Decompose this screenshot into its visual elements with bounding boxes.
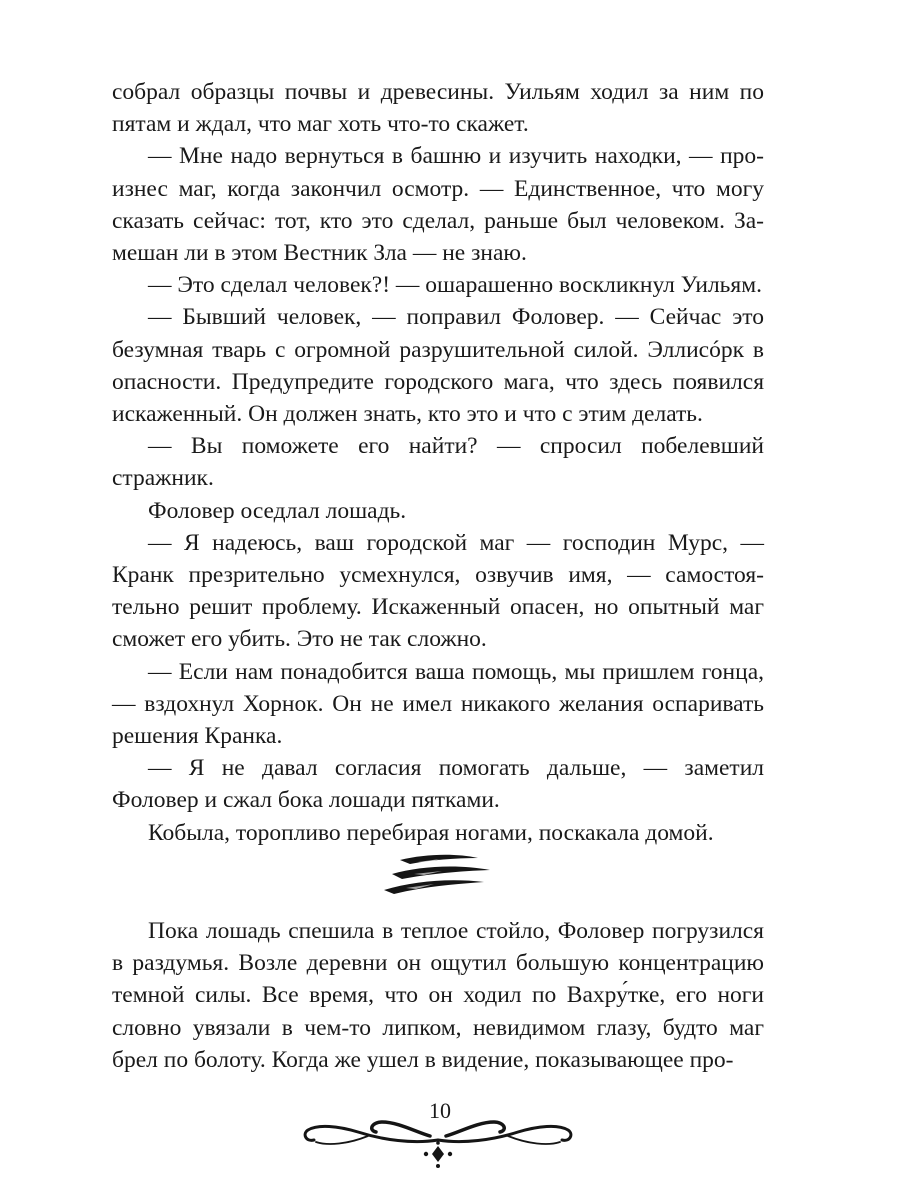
paragraph: Пока лошадь спешила в теплое стойло, Фоловер погрузился в раздумья. Возле деревни он ощутил большую концентрацию темной силы. Все время, что он ходил по Вахру́тке, его ноги словно увязали в чем-то липком, невидимом глазу, будто маг брел по болоту. Когда же ушел в видение, показывающее про- xyxy=(112,918,764,1073)
paragraph: Фоловер оседлал лошадь. xyxy=(148,497,407,524)
paragraph: — Это сделал человек?! — ошарашенно воскликнул Уильям. xyxy=(148,272,762,299)
paragraph: — Мне надо вернуться в башню и изучить находки, — произнес маг, когда закончил осмотр. — Единственное, что могу сказать сейчас: тот, кто это сделал, раньше был человеком. Замешан ли в этом Вестник Зла — не знаю. xyxy=(112,143,764,267)
paragraph: — Бывший человек, — поправил Фоловер. — Сейчас это безумная тварь с огромной разрушительной силой. Эллисóрк в опасности. Предупредите городского мага, что здесь появился искаженный. Он должен знать, кто это и что с этим делать. xyxy=(112,304,764,428)
page-number: 10 xyxy=(429,1098,451,1123)
paragraph: Кобыла, торопливо перебирая ногами, поскакала домой. xyxy=(148,819,714,846)
paragraph: — Если нам понадобится ваша помощь, мы пришлем гонца, — вздохнул Хорнок. Он не имел никакого желания оспаривать решения Кранка. xyxy=(112,658,764,750)
paragraph: — Я не давал согласия помогать дальше, — заметил Фоловер и сжал бока лошади пятками. xyxy=(112,755,764,814)
claw-marks-icon xyxy=(380,850,500,896)
paragraph: — Вы поможете его найти? — спросил побелевший стражник. xyxy=(112,433,764,492)
text-block-top xyxy=(112,76,764,849)
paragraph: — Я надеюсь, ваш городской маг — господин Мурс, — Кранк презрительно усмехнулся, озвучив имя, — самостоятельно решит проблему. Искаженный опасен, но опытный маг сможет его убить. Это не так сложно. xyxy=(112,529,764,653)
paragraph: собрал образцы почвы и древесины. Уильям ходил за ним по пятам и ждал, что маг хоть что-то скажет. xyxy=(112,79,764,138)
text-block-bottom xyxy=(112,915,764,1076)
